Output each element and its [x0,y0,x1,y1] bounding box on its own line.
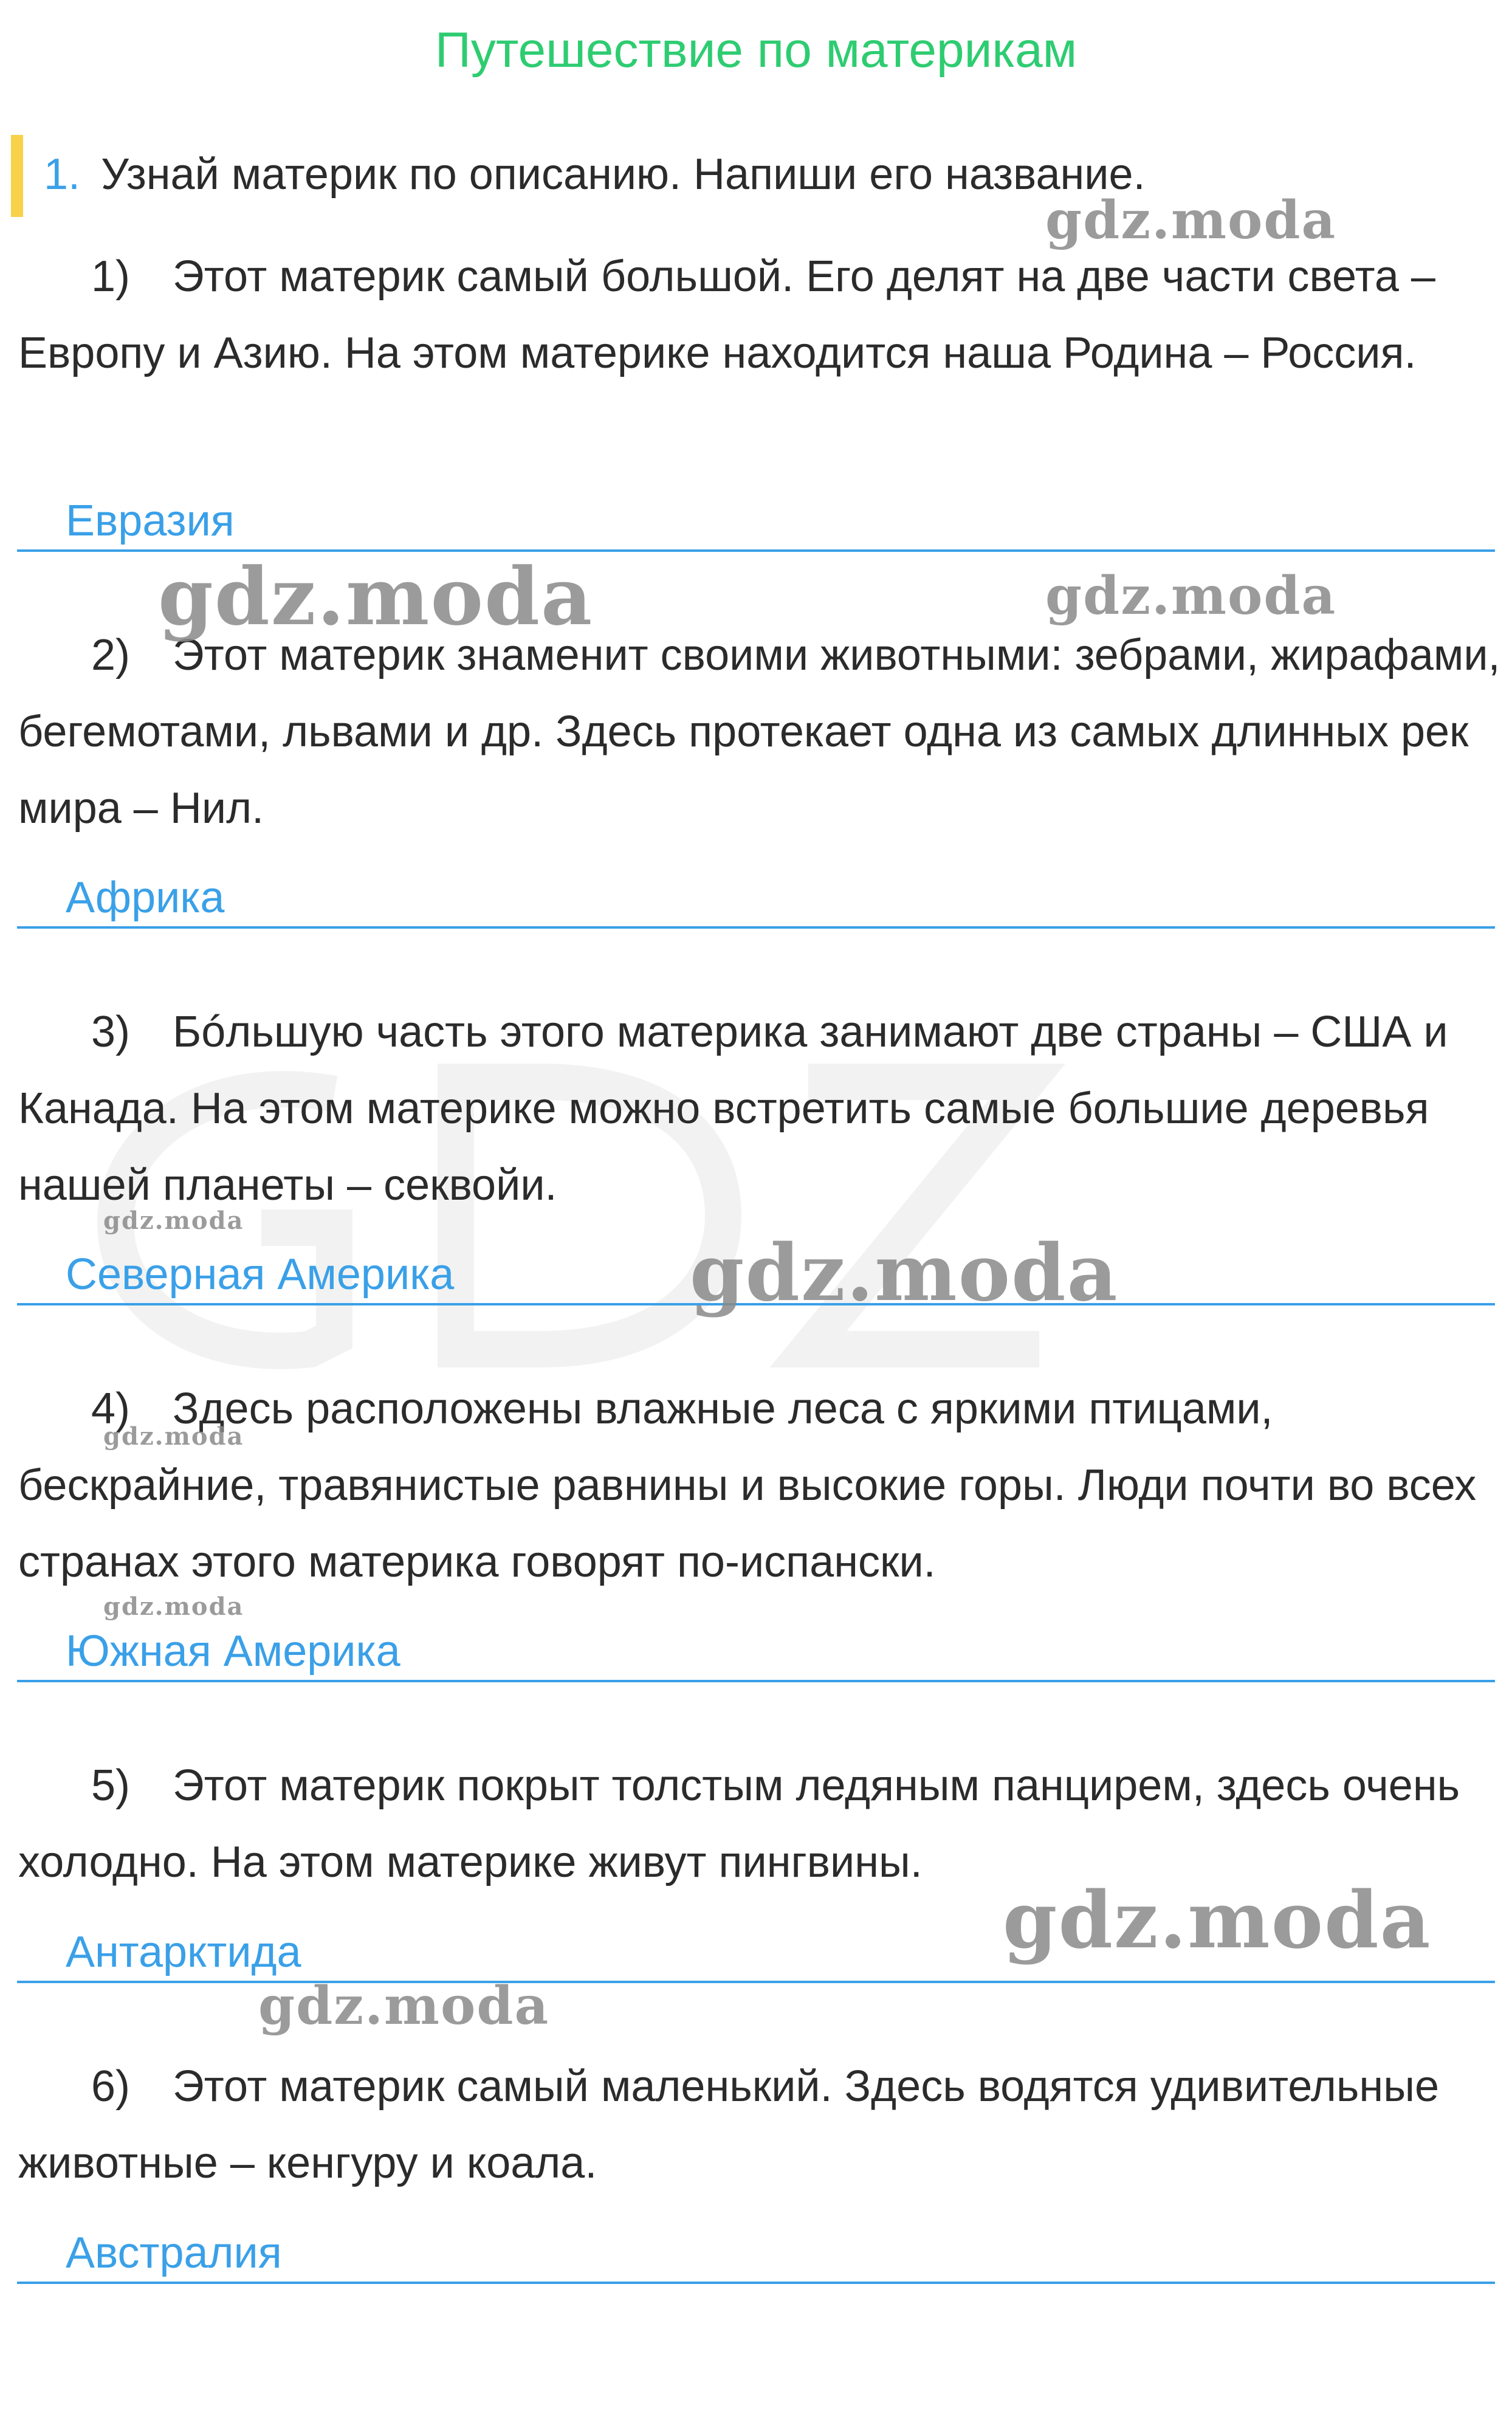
question-2 [18,617,1501,847]
watermark: gdz.moda [1045,190,1337,251]
question-number: 6) [91,2062,131,2111]
watermark: gdz.moda [103,1206,244,1235]
question-text: Здесь расположены влажные леса с яркими птицами, бескрайние, травянистые равнины и высокие горы. Люди почти во всех странах этого материка говорят по-испански. [18,1384,1477,1586]
watermark: gdz.moda [258,1975,550,2037]
answer-field-2[interactable] [17,863,1495,929]
question-4 [18,1371,1501,1600]
question-text: Этот материк самый большой. Его делят на две части света – Европу и Азию. На этом материке находится наша Родина – Россия. [18,252,1435,377]
question-text: Этот материк знаменит своими животными: зебрами, жирафами, бегемотами, львами и др. Здесь протекает одна из самых длинных рек мира – Нил. [18,631,1500,833]
task-number: 1. [44,150,81,199]
question-number: 1) [91,252,131,301]
answer-text: Северная Америка [66,1250,455,1299]
watermark: gdz.moda [158,550,594,643]
question-number: 2) [91,631,131,679]
answer-text: Южная Америка [66,1627,400,1676]
question-3 [18,994,1501,1223]
task-instruction: Узнай материк по описанию. Напиши его название. [101,150,1146,199]
answer-field-4[interactable] [17,1617,1495,1682]
question-1 [18,238,1501,391]
task-marker-bar [11,135,23,217]
answer-text: Африка [66,873,225,922]
answer-text: Евразия [66,497,235,545]
watermark: gdz.moda [103,1592,244,1621]
question-number: 3) [91,1008,131,1056]
watermark: gdz.moda [103,1422,244,1451]
question-text: Этот материк самый маленький. Здесь водятся удивительные животные – кенгуру и коала. [18,2062,1439,2187]
task-heading [44,141,1146,208]
question-text: Бóльшую часть этого материка занимают две страны – США и Канада. На этом материке можно встретить самые большие деревья нашей планеты – секвойи. [18,1008,1448,1209]
question-text: Этот материк покрыт толстым ледяным панцирем, здесь очень холодно. На этом материке живут пингвины. [18,1761,1460,1886]
answer-field-6[interactable] [17,2218,1495,2284]
page-title: Путешествие по материкам [435,22,1077,78]
answer-text: Австралия [66,2229,282,2277]
question-number: 5) [91,1761,131,1810]
answer-text: Антарктида [66,1928,301,1976]
watermark: gdz.moda [1003,1875,1432,1966]
answer-field-1[interactable] [17,486,1495,552]
watermark: gdz.moda [690,1228,1119,1319]
watermark: gdz.moda [1045,565,1337,627]
question-6 [18,2048,1501,2201]
question-number: 4) [91,1384,131,1433]
